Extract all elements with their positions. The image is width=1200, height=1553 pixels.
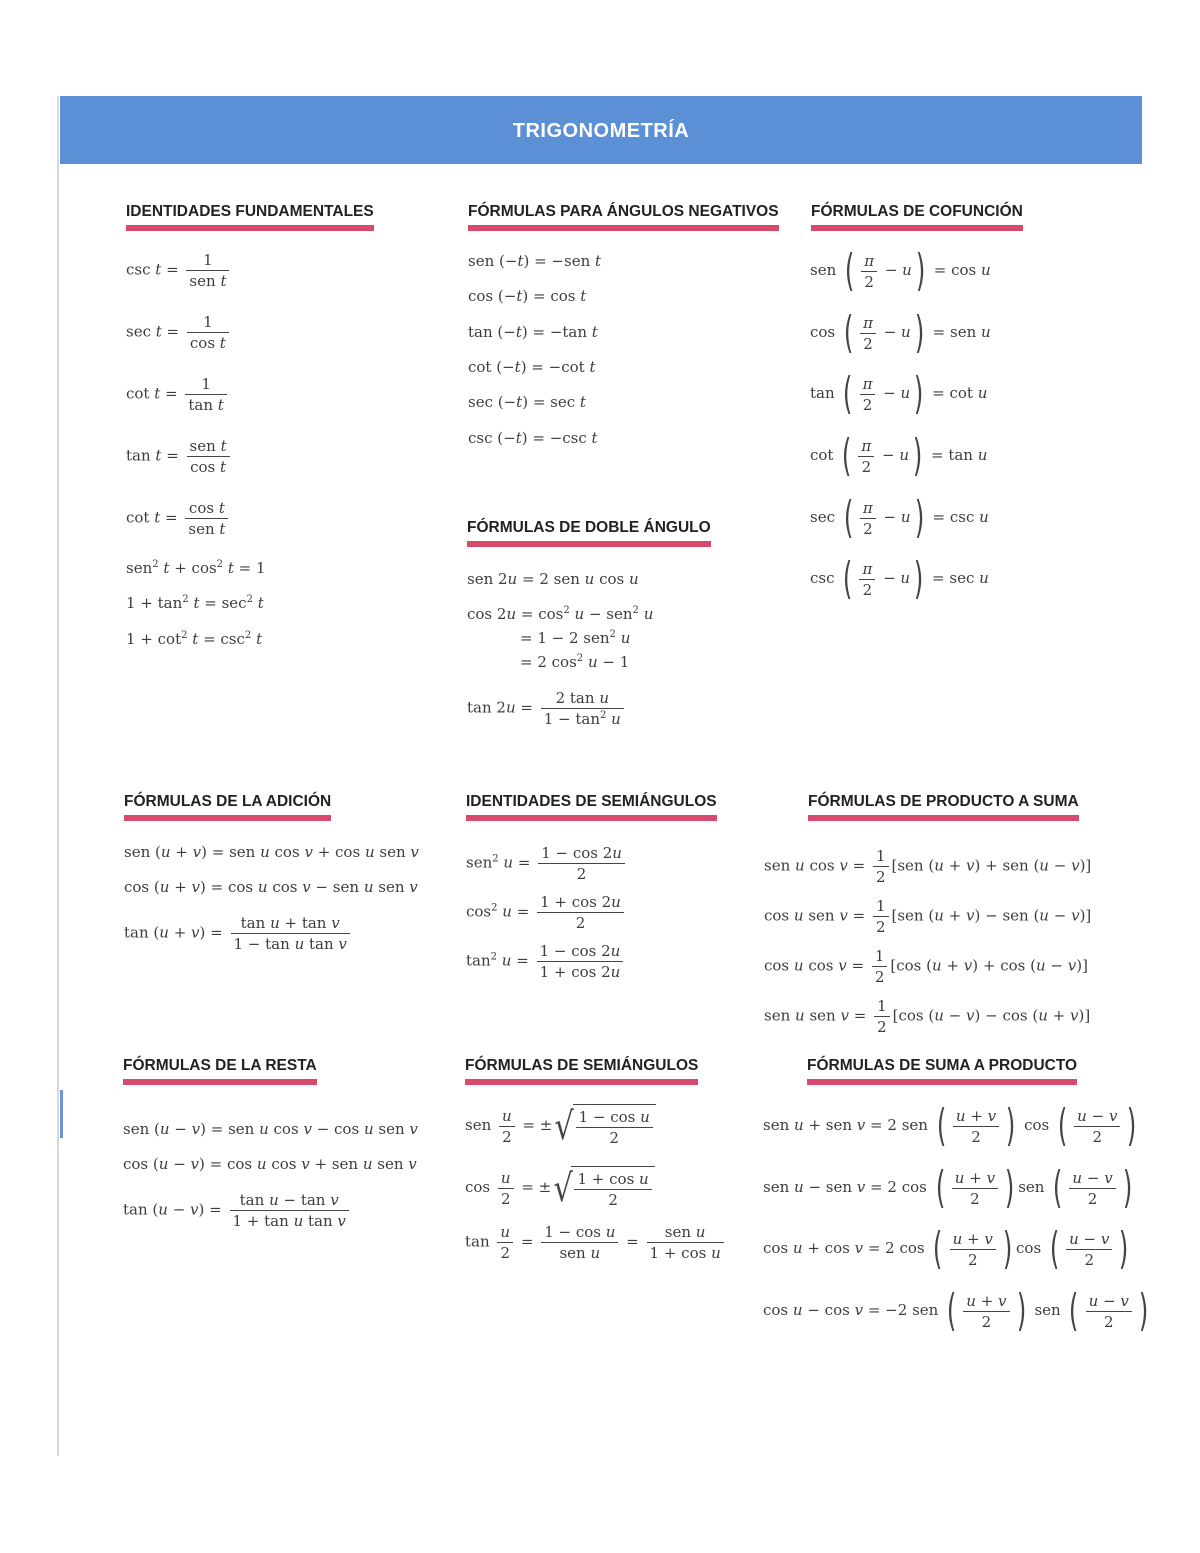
cofunction-csc: csc ( $\frac{\pi}{2}$ − u) = sec u <box>810 553 989 604</box>
page-left-edge <box>57 96 59 1456</box>
cofunction-cos: cos ( $\frac{\pi}{2}$ − u) = sen u <box>810 307 991 358</box>
double-cos: $\cos 2u = \cos^2 u - sen^2$ u <box>467 605 654 623</box>
addition-tan: tan (u + v) = $\frac{\text{tan u + tan v}}{\text{1 − tan u tan v}}$ <box>124 913 353 954</box>
sum-product-sen-plus: sen u + sen v = 2 sen ( $\frac{u + v}{2}$ ) cos ( $\frac{u - v}{2}$ ) <box>763 1100 1137 1151</box>
section-title-double: FÓRMULAS DE DOBLE ÁNGULO <box>467 519 711 537</box>
addition-cos: cos (u + v) = cos u cos v − sen u sen v <box>124 878 418 896</box>
subtraction-tan: tan (u − v) = $\frac{\text{tan u − tan v}}{\text{1 + tan u tan v}}$ <box>123 1190 352 1231</box>
identity-csc: csc t = 1 sen t <box>126 250 232 291</box>
section-title-addition: FÓRMULAS DE LA ADICIÓN <box>124 793 331 811</box>
cofunction-tan: tan ( $\frac{\pi}{2}$ − u) = cot u <box>810 368 988 419</box>
half-identity-sen: sen$^2$ u = $\frac{1 - \cos 2u}{2}$ <box>466 843 628 884</box>
section-title-half-identities: IDENTIDADES DE SEMIÁNGULOS <box>466 793 717 811</box>
identity-pythagorean-2: $1 + \tan^2 t = \sec^2 t$ <box>126 594 264 612</box>
product-sum-sen-sen: sen u sen v = $\frac{1}{2}$ [cos (u − v) − cos (u + v)] <box>764 997 1091 1036</box>
double-cos-alt-1: = 1 − 2 sen$^2$ u <box>520 629 631 647</box>
addition-sen: sen (u + v) = sen u cos v + cos u sen v <box>124 843 419 861</box>
section-title-negative: FÓRMULAS PARA ÁNGULOS NEGATIVOS <box>468 203 779 221</box>
cofunction-sec: sec ( $\frac{\pi}{2}$ − u) = csc u <box>810 492 989 543</box>
identity-cot: cot t = $\frac{1}{\text{tan t}}$ <box>126 374 230 415</box>
page-title: TRIGONOMETRÍA <box>512 120 690 142</box>
negative-csc: csc (−t) = −csc t <box>468 429 598 447</box>
negative-cos: cos (−t) = cos t <box>468 287 587 305</box>
section-title-fundamental: IDENTIDADES FUNDAMENTALES <box>126 203 374 221</box>
sum-product-sen-minus: sen u − sen v = 2 cos ( $\frac{u + v}{2}$ ) sen ( $\frac{u - v}{2}$ ) <box>763 1162 1132 1213</box>
identity-pythagorean-3: $1 + \cot^2 t = \csc^2 t$ <box>126 630 263 648</box>
negative-tan: tan (−t) = −tan t <box>468 323 598 341</box>
half-identity-tan: $\tan^2 u$ = $\frac{1 - \cos 2u}{1 + \cos 2u}$ <box>466 941 626 982</box>
product-sum-cos-sen: cos u sen v = $\frac{1}{2}$ [sen (u + v) − sen (u − v)] <box>764 897 1092 936</box>
half-formula-tan: tan $\frac{u}{2}$ = 1 − cos u sen u = sen u 1 + cos u <box>465 1222 727 1263</box>
section-title-subtraction: FÓRMULAS DE LA RESTA <box>123 1057 317 1075</box>
cofunction-cot: cot ( $\frac{\pi}{2}$ − u) = tan u <box>810 430 988 481</box>
section-title-half-formulas: FÓRMULAS DE SEMIÁNGULOS <box>465 1057 698 1075</box>
negative-cot: cot (−t) = −cot t <box>468 358 596 376</box>
title-banner <box>60 96 1142 164</box>
double-cos-alt-2: = 2 $\cos^2 u - 1$ <box>520 653 630 671</box>
margin-mark <box>60 1090 63 1138</box>
identity-cot-quotient: cot t = cos t sen t <box>126 498 231 539</box>
section-title-sum-product: FÓRMULAS DE SUMA A PRODUCTO <box>807 1057 1077 1075</box>
product-sum-sen-cos: sen u cos v = $\frac{1}{2}$ [sen (u + v) + sen (u − v)] <box>764 847 1092 886</box>
double-tan: tan 2u = $\frac{\text{2 tan u}}{1 - \tan^2 u}$ <box>467 688 627 729</box>
subtraction-cos: cos (u − v) = cos u cos v + sen u sen v <box>123 1155 417 1173</box>
sum-product-cos-plus: cos u + cos v = 2 cos ( $\frac{u + v}{2}$ ) cos ( $\frac{u - v}{2}$ ) <box>763 1223 1129 1274</box>
half-formula-cos: cos $\frac{u}{2}$ = ±√ $\frac{\text{1 + cos u}}{2}$ <box>465 1166 655 1210</box>
negative-sec: sec (−t) = sec t <box>468 393 586 411</box>
half-identity-cos: $\cos^2 u$ = $\frac{1 + \cos 2u}{2}$ <box>466 892 627 933</box>
negative-sen: sen (−t) = −sen t <box>468 252 602 270</box>
half-formula-sen: sen $\frac{u}{2}$ = ±√ $\frac{\text{1 − cos u}}{2}$ <box>465 1104 656 1148</box>
double-sen: sen 2u = 2 sen u cos u <box>467 570 639 588</box>
identity-sec: sec t = $\frac{1}{\text{cos t}}$ <box>126 312 232 353</box>
section-title-product-sum: FÓRMULAS DE PRODUCTO A SUMA <box>808 793 1079 811</box>
identity-tan: tan t = sen t cos t <box>126 436 233 477</box>
identity-pythagorean-1: sen$^2$ $t + \cos^2 t = 1$ <box>126 559 266 577</box>
subtraction-sen: sen (u − v) = sen u cos v − cos u sen v <box>123 1120 418 1138</box>
product-sum-cos-cos: cos u cos v = $\frac{1}{2}$ [cos (u + v) + cos (u − v)] <box>764 947 1088 986</box>
cofunction-sen: sen ( $\frac{\pi}{2}$ − u) = cos u <box>810 245 991 296</box>
sum-product-cos-minus: cos u − cos v = −2 sen ( $\frac{u + v}{2}$ ) sen ( $\frac{u - v}{2}$ ) <box>763 1285 1149 1336</box>
section-title-cofunction: FÓRMULAS DE COFUNCIÓN <box>811 203 1023 221</box>
